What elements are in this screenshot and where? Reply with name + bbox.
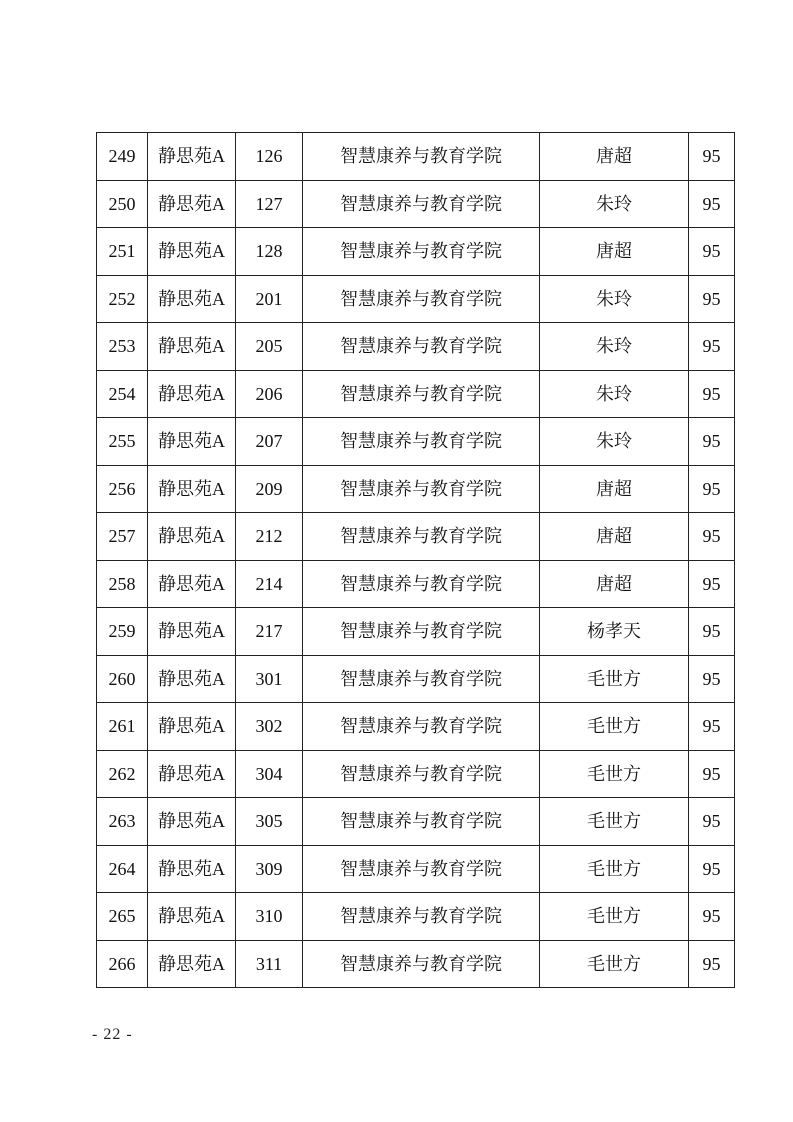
cell-college: 智慧康养与教育学院 (303, 655, 540, 703)
cell-room: 212 (236, 513, 303, 561)
table-row (97, 798, 735, 846)
table-row (97, 275, 735, 323)
cell-room: 128 (236, 228, 303, 276)
cell-room: 305 (236, 798, 303, 846)
cell-college: 智慧康养与教育学院 (303, 180, 540, 228)
cell-room: 207 (236, 418, 303, 466)
cell-score: 95 (689, 133, 735, 181)
cell-number: 250 (97, 180, 148, 228)
cell-college: 智慧康养与教育学院 (303, 370, 540, 418)
cell-number: 251 (97, 228, 148, 276)
table-row (97, 133, 735, 181)
table-row (97, 845, 735, 893)
cell-number: 254 (97, 370, 148, 418)
cell-teacher: 毛世方 (540, 940, 689, 988)
cell-room: 127 (236, 180, 303, 228)
cell-score: 95 (689, 560, 735, 608)
cell-building: 静思苑A (148, 275, 236, 323)
cell-number: 253 (97, 323, 148, 371)
cell-score: 95 (689, 845, 735, 893)
cell-building: 静思苑A (148, 370, 236, 418)
cell-college: 智慧康养与教育学院 (303, 798, 540, 846)
table-body (97, 133, 735, 988)
cell-score: 95 (689, 655, 735, 703)
cell-number: 266 (97, 940, 148, 988)
cell-number: 265 (97, 893, 148, 941)
cell-college: 智慧康养与教育学院 (303, 560, 540, 608)
table-row (97, 750, 735, 798)
table-row (97, 655, 735, 703)
cell-teacher: 毛世方 (540, 845, 689, 893)
cell-teacher: 毛世方 (540, 703, 689, 751)
table-row (97, 418, 735, 466)
cell-building: 静思苑A (148, 323, 236, 371)
cell-number: 255 (97, 418, 148, 466)
cell-room: 302 (236, 703, 303, 751)
cell-number: 258 (97, 560, 148, 608)
cell-teacher: 毛世方 (540, 893, 689, 941)
cell-room: 206 (236, 370, 303, 418)
cell-building: 静思苑A (148, 845, 236, 893)
cell-score: 95 (689, 608, 735, 656)
cell-building: 静思苑A (148, 608, 236, 656)
cell-score: 95 (689, 418, 735, 466)
cell-building: 静思苑A (148, 418, 236, 466)
table-row (97, 228, 735, 276)
cell-number: 263 (97, 798, 148, 846)
table-row (97, 560, 735, 608)
cell-score: 95 (689, 228, 735, 276)
cell-college: 智慧康养与教育学院 (303, 845, 540, 893)
cell-teacher: 唐超 (540, 465, 689, 513)
cell-building: 静思苑A (148, 513, 236, 561)
cell-score: 95 (689, 180, 735, 228)
cell-score: 95 (689, 370, 735, 418)
cell-college: 智慧康养与教育学院 (303, 228, 540, 276)
cell-building: 静思苑A (148, 940, 236, 988)
cell-building: 静思苑A (148, 703, 236, 751)
cell-number: 262 (97, 750, 148, 798)
cell-building: 静思苑A (148, 798, 236, 846)
cell-building: 静思苑A (148, 133, 236, 181)
cell-college: 智慧康养与教育学院 (303, 275, 540, 323)
cell-room: 217 (236, 608, 303, 656)
cell-score: 95 (689, 893, 735, 941)
cell-room: 309 (236, 845, 303, 893)
cell-building: 静思苑A (148, 465, 236, 513)
cell-room: 205 (236, 323, 303, 371)
cell-teacher: 唐超 (540, 133, 689, 181)
cell-teacher: 朱玲 (540, 180, 689, 228)
cell-score: 95 (689, 465, 735, 513)
table-row (97, 608, 735, 656)
cell-college: 智慧康养与教育学院 (303, 893, 540, 941)
table-row (97, 323, 735, 371)
cell-number: 264 (97, 845, 148, 893)
table-row (97, 940, 735, 988)
cell-number: 259 (97, 608, 148, 656)
cell-number: 256 (97, 465, 148, 513)
cell-teacher: 毛世方 (540, 750, 689, 798)
cell-score: 95 (689, 513, 735, 561)
cell-number: 260 (97, 655, 148, 703)
page-number: - 22 - (92, 1026, 133, 1043)
cell-room: 304 (236, 750, 303, 798)
dormitory-score-table (96, 132, 735, 988)
cell-room: 214 (236, 560, 303, 608)
cell-college: 智慧康养与教育学院 (303, 133, 540, 181)
cell-room: 311 (236, 940, 303, 988)
table-row (97, 180, 735, 228)
cell-teacher: 唐超 (540, 560, 689, 608)
cell-number: 252 (97, 275, 148, 323)
cell-building: 静思苑A (148, 560, 236, 608)
cell-number: 261 (97, 703, 148, 751)
cell-building: 静思苑A (148, 180, 236, 228)
table-row (97, 370, 735, 418)
cell-room: 201 (236, 275, 303, 323)
cell-room: 301 (236, 655, 303, 703)
table-row (97, 513, 735, 561)
table-row (97, 703, 735, 751)
cell-score: 95 (689, 750, 735, 798)
cell-score: 95 (689, 275, 735, 323)
cell-college: 智慧康养与教育学院 (303, 513, 540, 561)
cell-number: 249 (97, 133, 148, 181)
cell-teacher: 唐超 (540, 513, 689, 561)
cell-teacher: 毛世方 (540, 655, 689, 703)
cell-college: 智慧康养与教育学院 (303, 940, 540, 988)
cell-building: 静思苑A (148, 655, 236, 703)
cell-college: 智慧康养与教育学院 (303, 750, 540, 798)
cell-teacher: 朱玲 (540, 275, 689, 323)
cell-building: 静思苑A (148, 228, 236, 276)
cell-room: 126 (236, 133, 303, 181)
cell-teacher: 杨孝天 (540, 608, 689, 656)
cell-score: 95 (689, 323, 735, 371)
cell-teacher: 唐超 (540, 228, 689, 276)
cell-score: 95 (689, 703, 735, 751)
cell-teacher: 朱玲 (540, 370, 689, 418)
cell-teacher: 朱玲 (540, 418, 689, 466)
cell-room: 310 (236, 893, 303, 941)
cell-building: 静思苑A (148, 893, 236, 941)
cell-college: 智慧康养与教育学院 (303, 465, 540, 513)
table-row (97, 893, 735, 941)
cell-college: 智慧康养与教育学院 (303, 608, 540, 656)
cell-score: 95 (689, 798, 735, 846)
cell-score: 95 (689, 940, 735, 988)
cell-teacher: 毛世方 (540, 798, 689, 846)
cell-building: 静思苑A (148, 750, 236, 798)
cell-teacher: 朱玲 (540, 323, 689, 371)
table-row (97, 465, 735, 513)
cell-college: 智慧康养与教育学院 (303, 418, 540, 466)
cell-room: 209 (236, 465, 303, 513)
cell-college: 智慧康养与教育学院 (303, 703, 540, 751)
cell-college: 智慧康养与教育学院 (303, 323, 540, 371)
cell-number: 257 (97, 513, 148, 561)
